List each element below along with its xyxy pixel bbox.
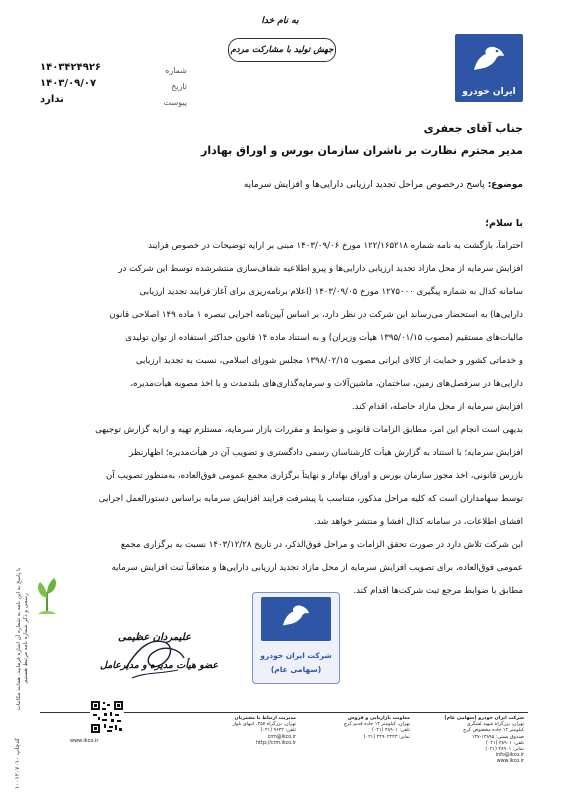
- meta-attachment-value: ندارد: [40, 94, 64, 105]
- body-line: سامانه کدال به شماره پیگیری ۱۲۷۵۰۰۰ مورخ ۱۴۰۳/۰۹/۰۵ (اعلام برنامه‌ریزی برای آغاز فرایند تجدید ارزیابی: [139, 287, 523, 297]
- subject-line: [43, 180, 523, 190]
- meta-date-label: تاریخ: [171, 82, 187, 91]
- footer-line: کیلومتر ۱۴ جاده مخصوص کرج: [463, 728, 524, 734]
- greeting: با سلام؛: [485, 218, 523, 229]
- invocation-heading: به نام خدا: [261, 16, 299, 26]
- footer-website[interactable]: www.ikco.ir: [70, 738, 99, 744]
- footer-line: تهران، بزرگراه شهید لشگری: [466, 722, 524, 728]
- recipient-title: مدیر محترم نظارت بر ناشران سازمان بورس و اوراق بهادار: [201, 144, 523, 157]
- footer-email-link[interactable]: info@ikco.ir: [495, 753, 524, 759]
- body-line: افشای اطلاعات، در سامانه کدال افشا و منتشر خواهد شد.: [313, 517, 523, 527]
- footer-line: تلفن: ۹۶۳۲ (۰۲۱): [260, 728, 296, 734]
- footer-line: تلفن: ۴۸۹۰۱ (۰۲۱): [485, 740, 524, 746]
- meta-attachment-label: پیوست: [163, 98, 187, 107]
- body-line: افزایش سرمایه؛ با استناد به گزارش هیأت کارشناسان رسمی دادگستری و تصویب آن در هیأت‌مدیره؛ اظهارنظر: [129, 448, 523, 458]
- footer-column-sales: [310, 716, 410, 741]
- body-line: بازرس قانونی، اخذ مجوز سازمان بورس و اوراق بهادار و نهایتاً برگزاری مجمع عمومی فوق‌العاده، به‌منظور تصویب آن: [106, 471, 523, 481]
- subject-text: پاسخ درخصوص مراحل تجدید ارزیابی دارایی‌ها و افزایش سرمایه: [243, 180, 485, 190]
- body-line: دارایی‌ها) به استحضار می‌رساند این شرکت در نظر دارد، بر اساس آیین‌نامه اجرایی تبصره ۱ ماده ۱۴۹ اصلاحی قانون: [109, 310, 523, 320]
- meta-number-value: ۱۴۰۳۴۲۴۹۲۶: [40, 62, 102, 73]
- footer-title: معاونت بازاریابی و فروش: [347, 716, 410, 721]
- stamp-logo: [261, 597, 331, 641]
- company-stamp: [252, 592, 340, 684]
- footer-email-link[interactable]: crm@ikco.ir: [267, 734, 296, 740]
- body-line: این شرکت تلاش دارد در صورت تحقق الزامات و مراحل فوق‌الذکر، در تاریخ ۱۴۰۳/۱۲/۲۸ نسبت به برگزاری مجمع: [120, 540, 523, 550]
- signer-name: علیمردان عظیمی: [118, 632, 191, 643]
- footer-line: تهران، کیلومتر ۱۴ جاده قدیم کرج: [343, 722, 410, 728]
- footer-column-company: [424, 716, 524, 766]
- body-line: افزایش سرمایه از محل مازاد تجدید ارزیابی دارایی‌ها و پیرو اطلاعیه شفاف‌سازی منتشرشده توسط این شرکت در: [118, 264, 523, 274]
- meta-number-label: شماره: [165, 66, 187, 75]
- footer-website-link[interactable]: http://crm.ikco.ir: [256, 740, 296, 746]
- body-line: توسط سهامداران است که کلیه مراحل مذکور، متناسب با پیشرفت فرایند افزایش سرمایه براساس دستورالعمل اجرایی: [98, 494, 523, 504]
- logo-text: ایران خودرو: [462, 87, 516, 97]
- horse-icon: [279, 603, 313, 629]
- footer-line: صندوق پستی: ۱۳۸۹۵-۱۳۷: [471, 734, 524, 740]
- body-line: مالیات‌های مستقیم (مصوب ۱۳۹۵/۰۱/۱۵ هیأت وزیران) و به استناد ماده ۱۴ قانون حداکثر استفاده از توان تولیدی: [125, 333, 523, 343]
- slogan-badge: جهش تولید با مشارکت مردم: [228, 38, 336, 62]
- signer-title: عضو هیأت مدیره و مدیرعامل: [100, 660, 219, 671]
- subject-label: موضوع:: [487, 180, 523, 190]
- body-line: افزایش سرمایه از محل مازاد حاصله، اقدام کند.: [351, 402, 523, 412]
- stamp-company-type: (سهامی عام): [270, 665, 322, 674]
- horse-icon: [470, 44, 508, 74]
- body-line: و خدماتی کشور و حمایت از کالای ایرانی مصوب ۱۳۹۸/۰۲/۱۵ مجلس شورای اسلامی، نسبت به تجدید ارزیابی: [135, 356, 523, 366]
- footer-line: نمابر: ۴۸۹۰۱ (۰۲۱): [485, 747, 524, 753]
- side-note: با پاسخ به این نامه به شماره آن اشاره فرمایید. همانند مکاتبات رسمی و ذکر شماره نامه مرتبط هستیم.: [16, 567, 29, 711]
- footer-column-crm: [196, 716, 296, 747]
- print-code: کدچاپ ۱۰۰۱۲۰۷۰۱۰: [14, 737, 22, 790]
- plant-icon: [34, 576, 60, 616]
- body-line: بدیهی است انجام این امر، مطابق الزامات قانونی و ضوابط و مقررات بازار سرمایه، مستلزم تهیه و ارایه گزارش توجیهی: [95, 425, 523, 435]
- body-line: احتراماً، بازگشت به نامه شماره ۱۲۲/۱۶۵۲۱۸ مورخ ۱۴۰۳/۰۹/۰۶ مبنی بر ارایه توضیحات در خصوص فرایند: [148, 241, 523, 251]
- footer-title: شرکت ایران خودرو (سهامی عام): [444, 716, 524, 721]
- stamp-company-name: شرکت ایران خودرو: [260, 651, 332, 660]
- company-logo: [455, 34, 523, 102]
- body-line: دارایی‌ها در سرفصل‌های زمین، ساختمان، ماشین‌آلات و سرمایه‌گذاری‌های بلندمدت و با اخذ مصوبه هیأت‌مدیره،: [130, 379, 523, 389]
- body-line: عمومی فوق‌العاده، برای تصویب افزایش سرمایه از محل مازاد تجدید ارزیابی دارایی‌ها و متعاقباً ثبت افزایش سرمایه: [111, 563, 523, 573]
- meta-date-value: ۱۴۰۳/۰۹/۰۷: [40, 78, 97, 89]
- recipient-name: جناب آقای جعفری: [423, 122, 523, 135]
- footer-line: تهران، بزرگراه ۴۵۷، انتهای بلوار: [232, 722, 296, 728]
- footer-line: نمابر: ۴۴۹۰۲۴۲۳ (۰۲۱): [363, 734, 410, 740]
- qr-code-icon[interactable]: [90, 700, 124, 734]
- body-line: مطابق با ضوابط مرجع ثبت شرکت‌ها اقدام کند.: [353, 586, 523, 596]
- footer-line: تلفن: ۴۸۹۰۱ (۰۲۱): [371, 728, 410, 734]
- footer-title: مدیریت ارتباط با مشتریان: [234, 716, 296, 721]
- footer-website-link[interactable]: www.ikco.ir: [496, 759, 524, 765]
